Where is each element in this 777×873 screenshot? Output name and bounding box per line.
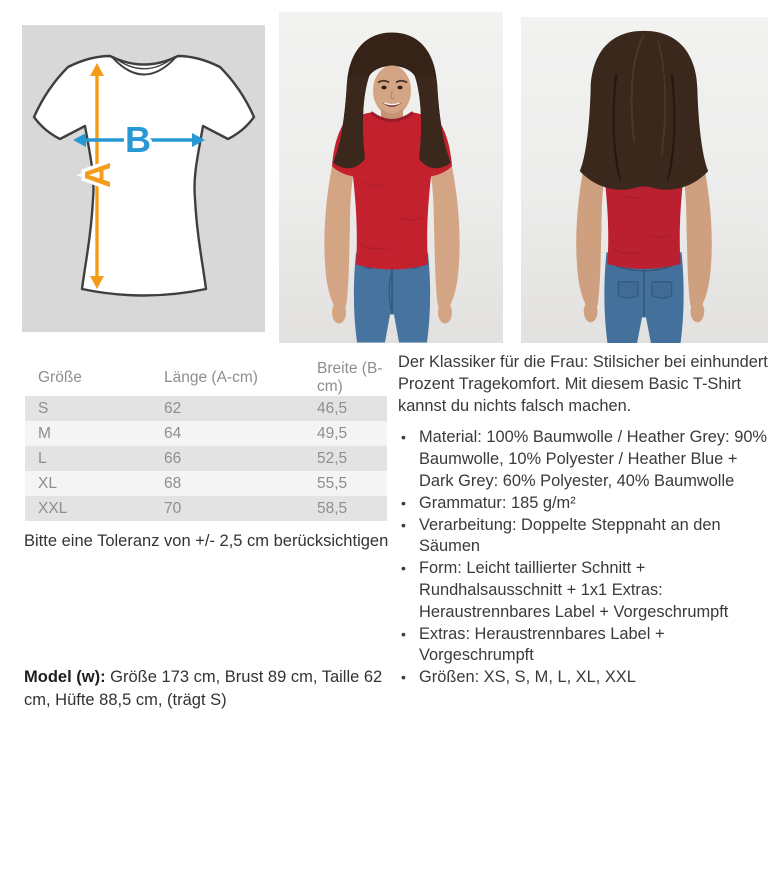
cell-width: 49,5: [317, 424, 348, 442]
cell-size: M: [38, 424, 51, 442]
size-table-header-row: [25, 360, 387, 396]
col-header-laenge: Länge (A-cm): [164, 369, 258, 386]
model-back-illustration: [521, 17, 768, 343]
label-a: A: [77, 162, 118, 188]
description-intro: Der Klassiker für die Frau: Stilsicher bei einhundert Prozent Tragekomfort. Mit diesem Basic T-Shirt kannst du nichts falsch machen.: [398, 353, 768, 415]
cell-length: 70: [164, 499, 182, 517]
model-back-image[interactable]: [521, 17, 768, 343]
model-front-image[interactable]: [279, 12, 503, 343]
tshirt-measure-diagram: [22, 25, 265, 332]
cell-length: 62: [164, 399, 182, 417]
feature-item-grammatur: • Grammatur: 185 g/m²: [398, 493, 772, 515]
cell-size: L: [38, 449, 47, 467]
model-info: [24, 666, 392, 712]
product-description: [398, 352, 772, 689]
model-front-illustration: [279, 12, 503, 343]
cell-width: 46,5: [317, 399, 348, 417]
feature-list: [398, 427, 772, 689]
table-row-m: [25, 421, 387, 446]
feature-item-material: • Material: 100% Baumwolle / Heather Grey: 90% Baumwolle, 10% Polyester / Heather Blue + Dark Grey: 60% Polyester, 40% Baumwolle: [398, 427, 772, 492]
cell-length: 64: [164, 424, 182, 442]
cell-length: 68: [164, 474, 182, 492]
tshirt-outline: [34, 56, 254, 296]
model-info-text: Größe 173 cm, Brust 89 cm, Taille 62 cm, Hüfte 88,5 cm, (trägt S): [24, 668, 383, 709]
model-info-label: Model (w):: [24, 668, 106, 686]
label-b: B: [125, 119, 151, 160]
table-row-xl: [25, 471, 387, 496]
feature-item-form: • Form: Leicht taillierter Schnitt + Rundhalsausschnitt + 1x1 Extras: Heraustrennbares Label + Vorgeschrumpft: [398, 558, 772, 623]
cell-size: XXL: [38, 499, 68, 517]
cell-width: 55,5: [317, 474, 348, 492]
feature-item-extras: • Extras: Heraustrennbares Label + Vorgeschrumpft: [398, 624, 772, 668]
cell-size: XL: [38, 474, 57, 492]
cell-size: S: [38, 399, 49, 417]
col-header-breite: Breite (B-cm): [317, 360, 383, 395]
size-diagram-image[interactable]: [22, 25, 265, 332]
size-table: [25, 360, 387, 521]
cell-length: 66: [164, 449, 182, 467]
table-row-xxl: [25, 496, 387, 521]
feature-item-groessen: • Größen: XS, S, M, L, XL, XXL: [398, 667, 772, 689]
cell-width: 52,5: [317, 449, 348, 467]
table-row-s: [25, 396, 387, 421]
col-header-groesse: Größe: [38, 369, 82, 386]
hair-back-view: [580, 31, 708, 190]
tolerance-note: Bitte eine Toleranz von +/- 2,5 cm berücksichtigen: [24, 532, 389, 550]
cell-width: 58,5: [317, 499, 348, 517]
feature-item-verarbeitung: • Verarbeitung: Doppelte Steppnaht an den Säumen: [398, 515, 772, 559]
table-row-l: [25, 446, 387, 471]
